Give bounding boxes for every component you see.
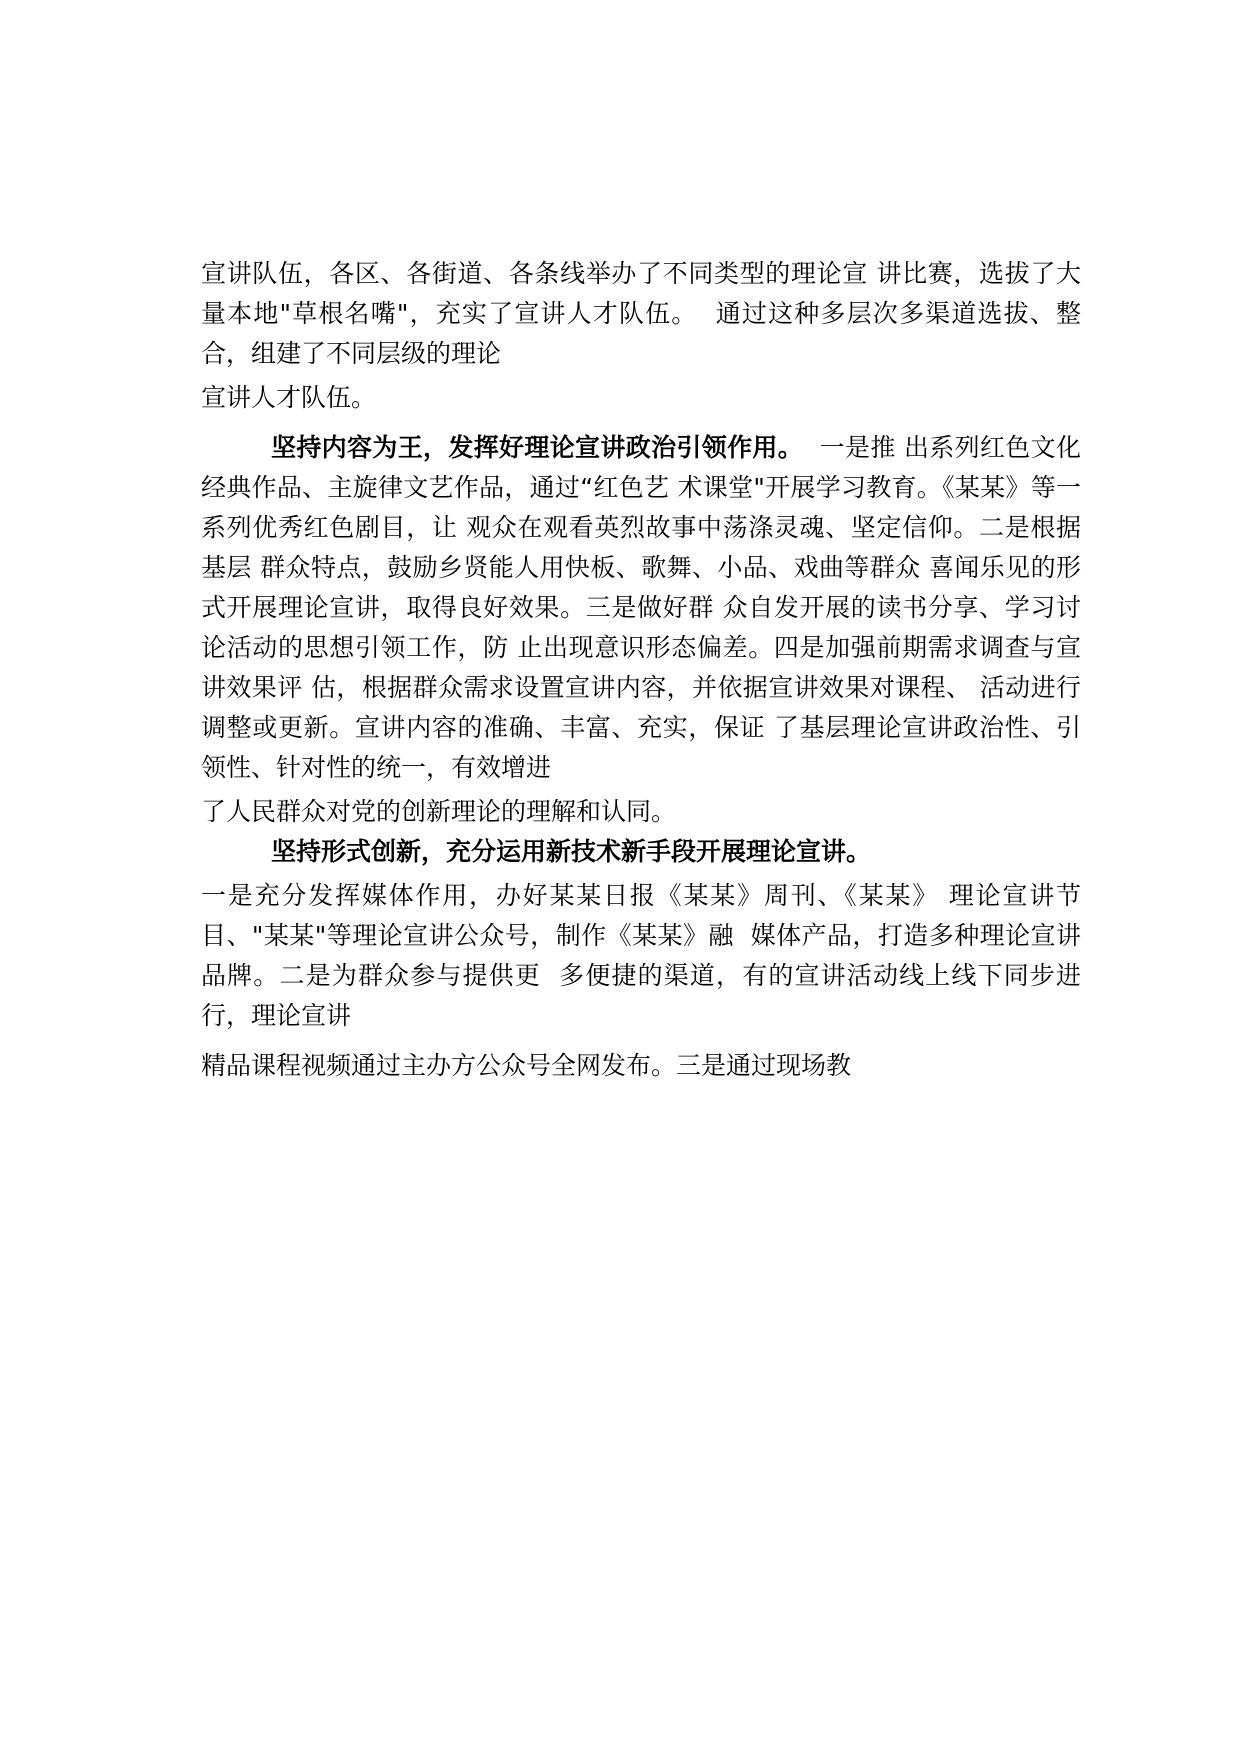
paragraph-form-innovation: 一是充分发挥媒体作用，办好某某日报《某某》周刊、《某某》 理论宣讲节目、"某某"等理论宣讲公众号，制作《某某》融 媒体产品，打造多种理论宣讲品牌。二是为群众参与提供更 多便捷的渠道，有的宣讲活动线上线下同步进行，理论宣讲 bbox=[201, 881, 1081, 1030]
paragraph-team-building: 宣讲队伍，各区、各街道、各条线举办了不同类型的理论宣 讲比赛，选拔了大量本地"草根名嘴"，充实了宣讲人才队伍。 通过这种多层次多渠道选拔、整合，组建了不同层级的理论 bbox=[201, 259, 1081, 368]
paragraph-form-innovation-heading bbox=[201, 832, 1081, 872]
paragraph-team-building-end: 宣讲人才队伍。 bbox=[201, 383, 377, 412]
paragraph-content-first-end: 了人民群众对党的创新理论的理解和认同。 bbox=[201, 797, 677, 826]
document-body bbox=[201, 254, 1081, 1086]
paragraph-form-innovation-end: 精品课程视频通过主办方公众号全网发布。三是通过现场教 bbox=[201, 1051, 852, 1080]
paragraph-content-first bbox=[201, 428, 1081, 788]
section-heading-form-innovation: 坚持形式创新，充分运用新技术新手段开展理论宣讲。 bbox=[271, 837, 872, 866]
section-heading-content-first: 坚持内容为王，发挥好理论宣讲政治引领作用。 bbox=[271, 433, 804, 462]
paragraph-content-first-body: 一是推 出系列红色文化经典作品、主旋律文艺作品，通过“红色艺 术课堂"开展学习教育。《某某》等一系列优秀红色剧目，让 观众在观看英烈故事中荡涤灵魂、坚定信仰。二是根据基层 群众特点，鼓励乡贤能人用快板、歌舞、小品、戏曲等群众 喜闻乐见的形式开展理论宣讲，取得良好效果。三是做好群 众自发开展的读书分享、学习讨论活动的思想引领工作，防 止出现意识形态偏差。四是加强前期需求调查与宣讲效果评 估，根据群众需求设置宣讲内容，并依据宣讲效果对课程、 活动进行调整或更新。宣讲内容的准确、丰富、充实，保证 了基层理论宣讲政治性、引领性、针对性的统一，有效增进 bbox=[201, 433, 1081, 782]
